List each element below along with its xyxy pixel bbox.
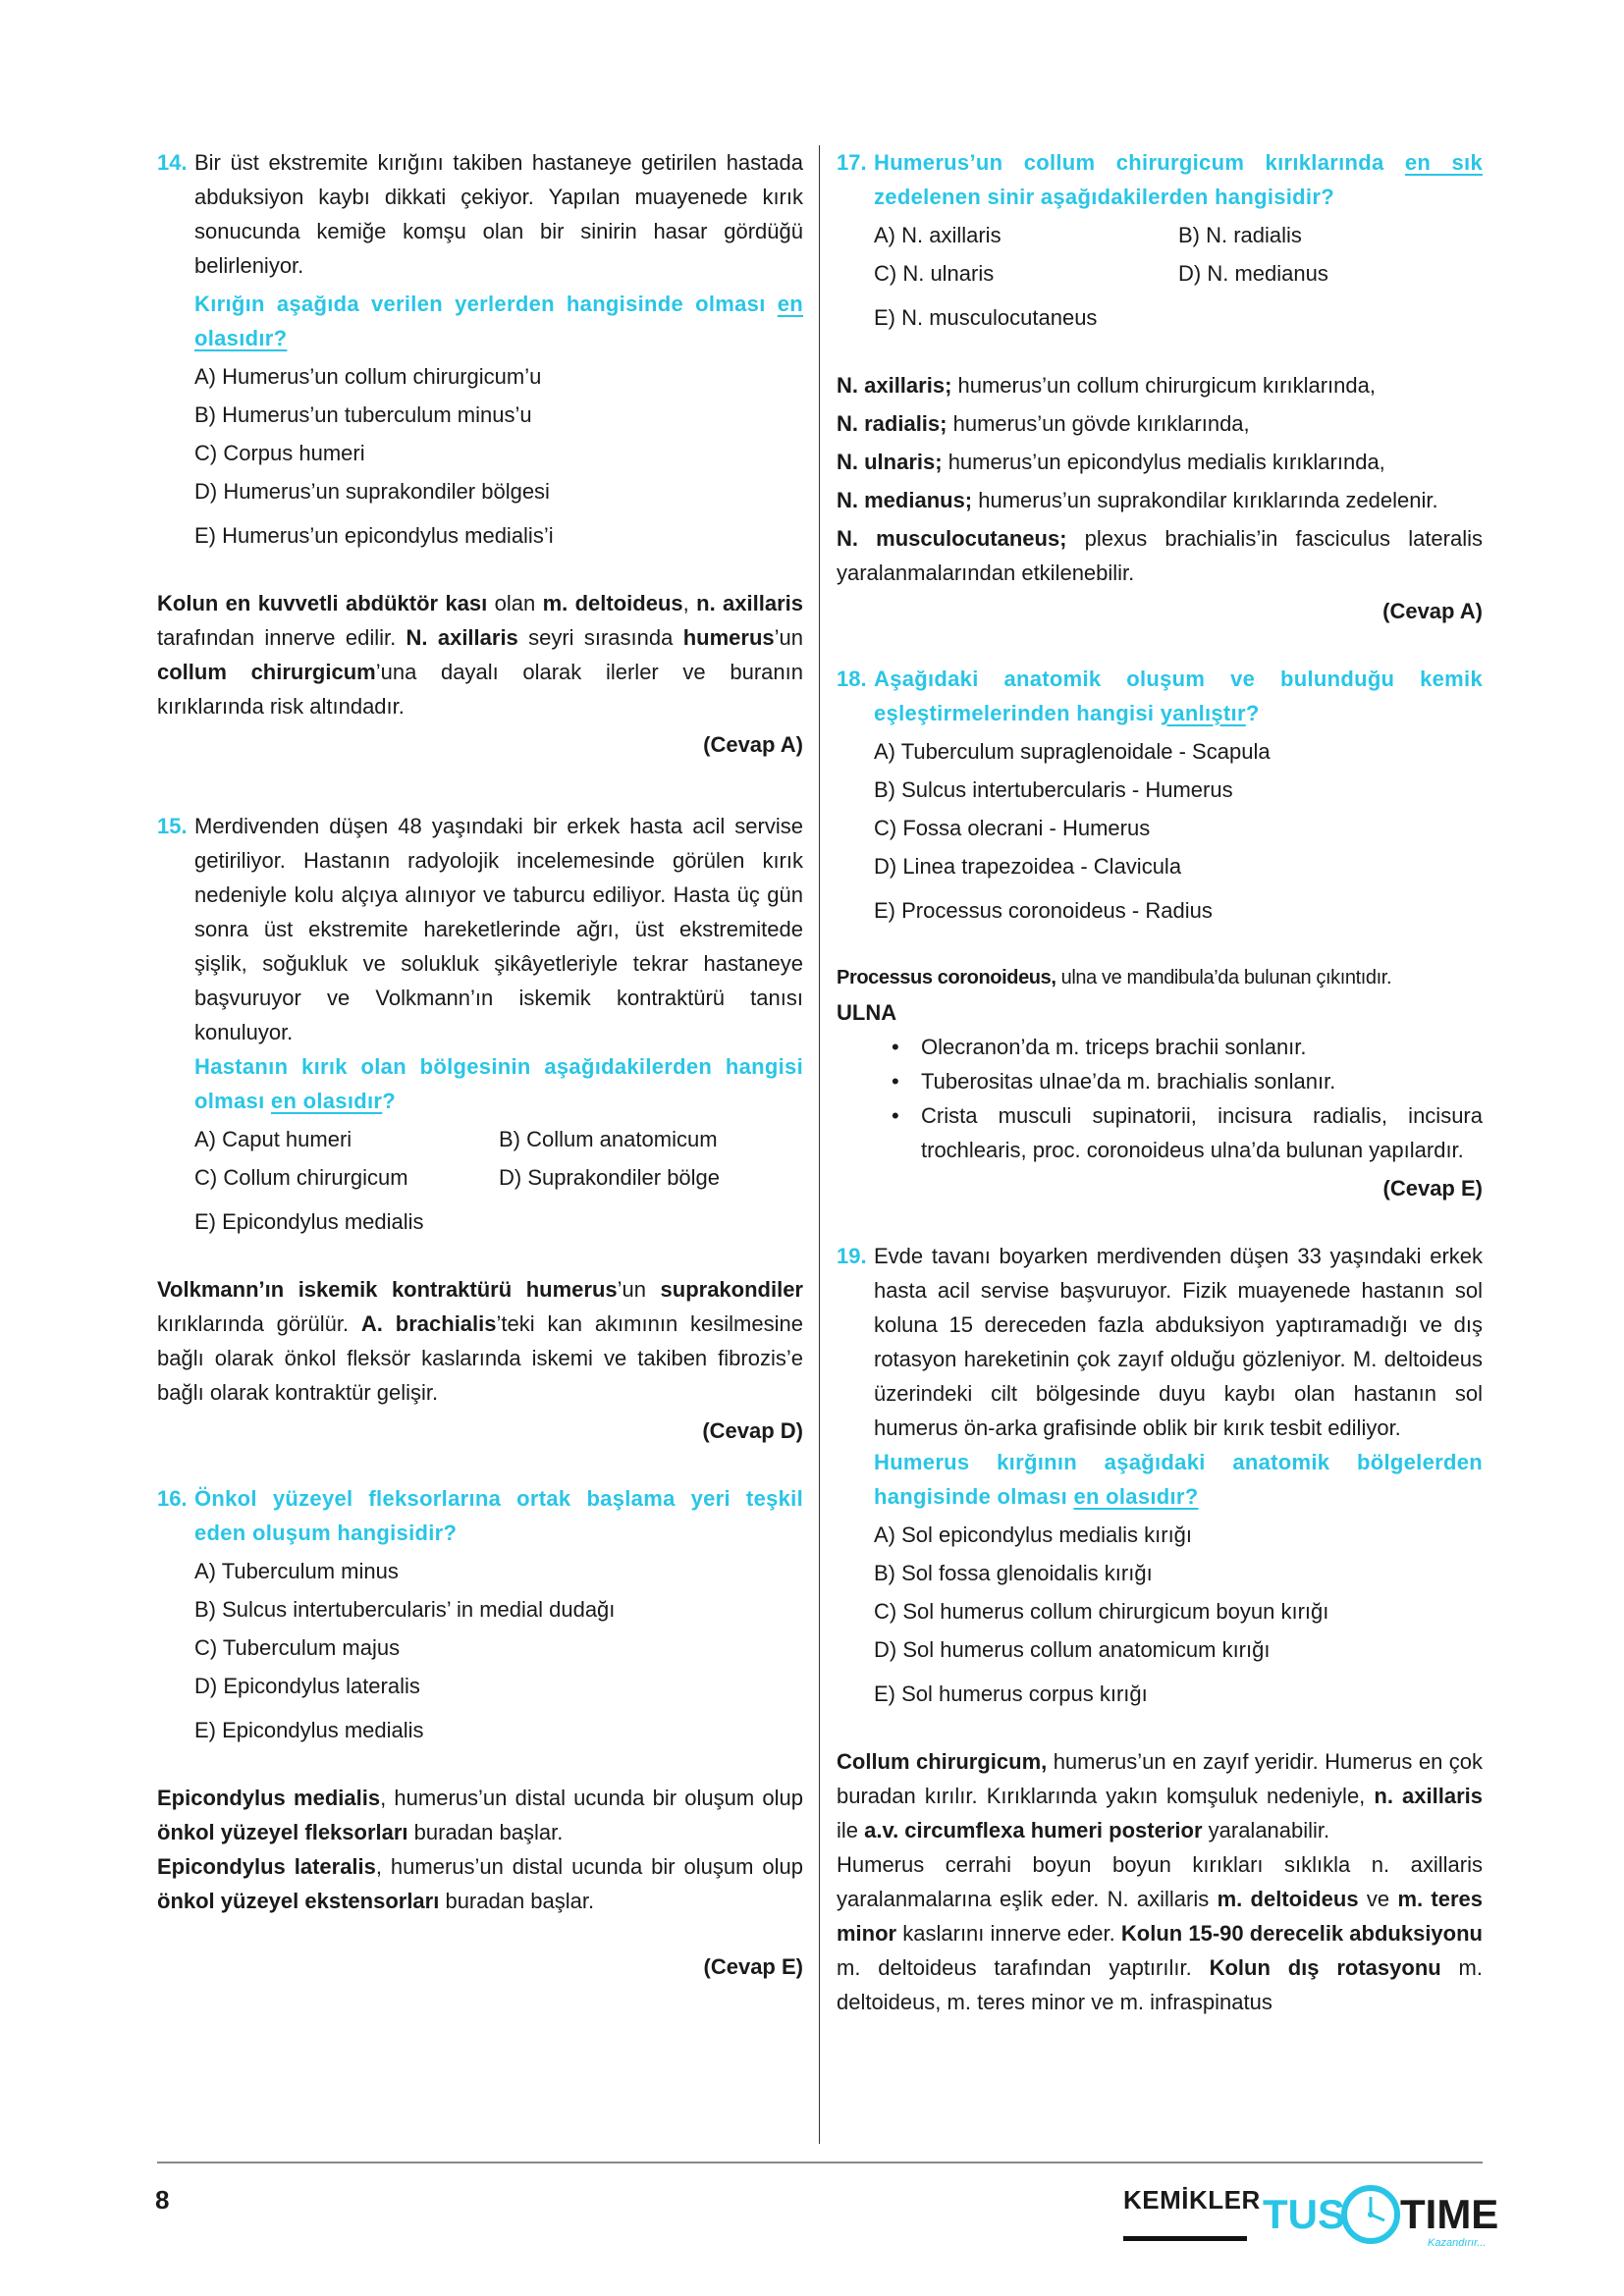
options-list xyxy=(837,214,1483,335)
option-a[interactable]: A) Caput humeri xyxy=(194,1127,352,1151)
option-e[interactable]: E) Epicondylus medialis xyxy=(194,1718,424,1742)
list-item: • Tuberositas ulnae’da m. brachialis sonlanır. xyxy=(921,1064,1483,1098)
option-b[interactable]: B) Humerus’un tuberculum minus’u xyxy=(194,402,532,427)
tus-time-logo xyxy=(1263,2181,1499,2254)
explanation: Epicondylus medialis, humerus’un distal ucunda bir oluşum olup önkol yüzeyel fleksorları buradan başlar. Epicondylus lateralis, humerus’un distal ucunda bir oluşum olup önkol yüzeyel ekstensorları buradan başlar. xyxy=(157,1786,803,1913)
logo-subtext: Kazandırır... xyxy=(1428,2237,1487,2249)
question-16 xyxy=(157,1481,803,1550)
options-list xyxy=(837,1518,1483,1711)
logo-text-right: TIME xyxy=(1400,2191,1499,2237)
question-15 xyxy=(157,809,803,1118)
option-d[interactable]: D) Humerus’un suprakondiler bölgesi xyxy=(194,479,550,504)
option-b[interactable]: B) Collum anatomicum xyxy=(499,1127,718,1151)
footer-divider xyxy=(157,2162,1483,2163)
list-item: • Olecranon’da m. triceps brachii sonlanır. xyxy=(921,1030,1483,1064)
option-a[interactable]: A) Tuberculum supraglenoidale - Scapula xyxy=(874,739,1271,764)
question-text: Evde tavanı boyarken merdivenden düşen 33 yaşındaki erkek hasta acil servise başvuruyor. Fizik muayenede hastanın sol koluna 15 dereceden fazla abduksiyon yaptıramadığı ve dış rotasyon hareketinin çok zayıf olduğu gözleniyor. M. deltoideus üzerindeki cilt bölgesinde duyu kaybı olan hastanın sol humerus ön-arka grafisinde oblik bir kırık tesbit ediliyor. xyxy=(874,1244,1483,1440)
logo-text-left: TUS xyxy=(1263,2191,1345,2237)
question-stem: Humerus’un collum chirurgicum kırıklarında en sık zedelenen sinir aşağıdakilerden hangisidir? xyxy=(874,150,1484,209)
option-d[interactable]: D) Suprakondiler bölge xyxy=(499,1165,721,1190)
option-c[interactable]: C) Collum chirurgicum xyxy=(194,1165,408,1190)
option-a[interactable]: A) Tuberculum minus xyxy=(194,1559,399,1583)
option-b[interactable]: B) Sol fossa glenoidalis kırığı xyxy=(874,1561,1153,1585)
options-list xyxy=(157,359,803,553)
explanation: Collum chirurgicum, humerus’un en zayıf yeridir. Humerus en çok buradan kırılır. Kırıklarında yakın komşuluk nedeniyle, n. axillaris ile a.v. circumflexa humeri posterior yaralanabilir. Humerus cerrahi boyun boyun kırıkları sıklıkla n. axillaris yaralanmalarına eşlik eder. N. axillaris m. deltoideus ve m. teres minor kaslarını innerve eder. Kolun 15-90 derecelik abduksiyonu m. deltoideus tarafından yaptırılır. Kolun dış rotasyonu m. deltoideus, m. teres minor ve m. infraspinatus xyxy=(837,1749,1484,2014)
option-e[interactable]: E) Epicondylus medialis xyxy=(194,1209,424,1234)
section-label: KEMİKLER xyxy=(1123,2185,1261,2215)
question-number: 17. xyxy=(837,150,867,175)
section-heading: ULNA xyxy=(837,1000,897,1025)
option-d[interactable]: D) Sol humerus collum anatomicum kırığı xyxy=(874,1637,1271,1662)
question-stem: Humerus kırğının aşağıdaki anatomik bölgelerden hangisinde olması en olasıdır? xyxy=(874,1450,1483,1509)
option-c[interactable]: C) N. ulnaris xyxy=(874,261,995,286)
column-divider xyxy=(819,145,820,2144)
answer-label: (Cevap A) xyxy=(703,732,803,757)
option-b[interactable]: B) N. radialis xyxy=(1178,223,1302,247)
question-stem: Aşağıdaki anatomik oluşum ve bulunduğu kemik eşleştirmelerinden hangisi yanlıştır? xyxy=(874,667,1483,725)
option-c[interactable]: C) Corpus humeri xyxy=(194,441,365,465)
explanation: N. axillaris; humerus’un collum chirurgicum kırıklarında, N. radialis; humerus’un gövde kırıklarında, N. ulnaris; humerus’un epicondylus medialis kırıklarında, N. medianus; humerus’un suprakondilar kırıklarında zedelenir. N. musculocutaneus; plexus brachialis’in fasciculus lateralis yaralanmalarından etkilenebilir. xyxy=(837,373,1484,585)
option-c[interactable]: C) Tuberculum majus xyxy=(194,1635,401,1660)
option-c[interactable]: C) Sol humerus collum chirurgicum boyun kırığı xyxy=(874,1599,1329,1624)
explanation: Volkmann’ın iskemik kontraktürü humerus’un suprakondiler kırıklarında görülür. A. brachialis’teki kan akımının kesilmesine bağlı olarak önkol fleksör kaslarında iskemi ve takiben fibrozis’e bağlı olarak kontraktür gelişir. xyxy=(157,1277,803,1405)
question-number: 15. xyxy=(157,814,188,838)
right-column xyxy=(837,145,1483,2019)
question-text: Merdivenden düşen 48 yaşındaki bir erkek hasta acil servise getiriliyor. Hastanın radyolojik incelemesinde görülen kırık nedeniyle kolu alçıya alınıyor ve taburcu ediliyor. Hasta üç gün sonra üst ekstremite hareketlerinde ağrı, üst ekstremitede şişlik, soğukluk ve solukluk şikâyetleriyle tekrar hastaneye başvuruyor ve Volkmann’ın iskemik kontraktürü tanısı konuluyor. xyxy=(194,814,803,1044)
option-e[interactable]: E) Processus coronoideus - Radius xyxy=(874,898,1213,923)
question-number: 19. xyxy=(837,1244,867,1268)
list-item: • Crista musculi supinatorii, incisura radialis, incisura trochlearis, proc. coronoideus ulna’da bulunan yapılardır. xyxy=(921,1098,1483,1167)
question-number: 14. xyxy=(157,150,188,175)
question-stem: Önkol yüzeyel fleksorlarına ortak başlama yeri teşkil eden oluşum hangisidir? xyxy=(194,1486,803,1545)
question-text: Bir üst ekstremite kırığını takiben hastaneye getirilen hastada abduksiyon kaybı dikkati çekiyor. Yapılan muayenede kırık sonucunda kemiğe komşu olan bir sinirin hasar gördüğü belirleniyor. xyxy=(194,150,803,278)
question-19 xyxy=(837,1239,1483,1514)
option-c[interactable]: C) Fossa olecrani - Humerus xyxy=(874,816,1151,840)
question-14 xyxy=(157,145,803,355)
question-stem: Kırığın aşağıda verilen yerlerden hangisinde olması en olasıdır? xyxy=(194,292,803,350)
options-list xyxy=(157,1554,803,1747)
explanation: Kolun en kuvvetli abdüktör kası olan m. deltoideus, n. axillaris tarafından innerve edilir. N. axillaris seyri sırasında humerus’un collum chirurgicum’una dayalı olarak ilerler ve buranın kırıklarında risk altındadır. xyxy=(157,591,803,719)
explanation: Processus coronoideus, ulna ve mandibula’da bulunan çıkıntıdır. ULNA • Olecranon’da m. triceps brachii sonlanır. • Tuberositas ulnae’da m. brachialis sonlanır. • Crista musculi supinatorii, incisura radialis, incisura trochlearis, proc. coronoideus ulna’da bulunan yapılardır. xyxy=(837,961,1483,1167)
option-b[interactable]: B) Sulcus intertubercularis’ in medial dudağı xyxy=(194,1597,616,1622)
answer-label: (Cevap A) xyxy=(1382,599,1483,623)
answer-label: (Cevap D) xyxy=(702,1418,803,1443)
options-list xyxy=(157,1118,803,1239)
question-number: 18. xyxy=(837,667,867,691)
page-number: 8 xyxy=(155,2185,170,2215)
question-18 xyxy=(837,662,1483,730)
option-e[interactable]: E) Humerus’un epicondylus medialis’i xyxy=(194,523,554,548)
answer-label: (Cevap E) xyxy=(703,1954,803,1979)
option-e[interactable]: E) N. musculocutaneus xyxy=(874,305,1098,330)
option-d[interactable]: D) Linea trapezoidea - Clavicula xyxy=(874,854,1182,879)
clock-icon xyxy=(1344,2188,1397,2241)
question-17 xyxy=(837,145,1483,214)
option-d[interactable]: D) N. medianus xyxy=(1178,261,1328,286)
option-d[interactable]: D) Epicondylus lateralis xyxy=(194,1674,420,1698)
option-a[interactable]: A) Sol epicondylus medialis kırığı xyxy=(874,1522,1193,1547)
option-e[interactable]: E) Sol humerus corpus kırığı xyxy=(874,1682,1148,1706)
option-a[interactable]: A) N. axillaris xyxy=(874,223,1001,247)
bullet-list xyxy=(837,1030,1483,1167)
section-underline xyxy=(1123,2236,1247,2241)
option-a[interactable]: A) Humerus’un collum chirurgicum’u xyxy=(194,364,542,389)
answer-label: (Cevap E) xyxy=(1382,1176,1483,1201)
options-list xyxy=(837,734,1483,928)
left-column xyxy=(157,145,803,1984)
option-b[interactable]: B) Sulcus intertubercularis - Humerus xyxy=(874,777,1233,802)
question-stem: Hastanın kırık olan bölgesinin aşağıdakilerden hangisi olması en olasıdır? xyxy=(194,1054,803,1113)
question-number: 16. xyxy=(157,1486,188,1511)
